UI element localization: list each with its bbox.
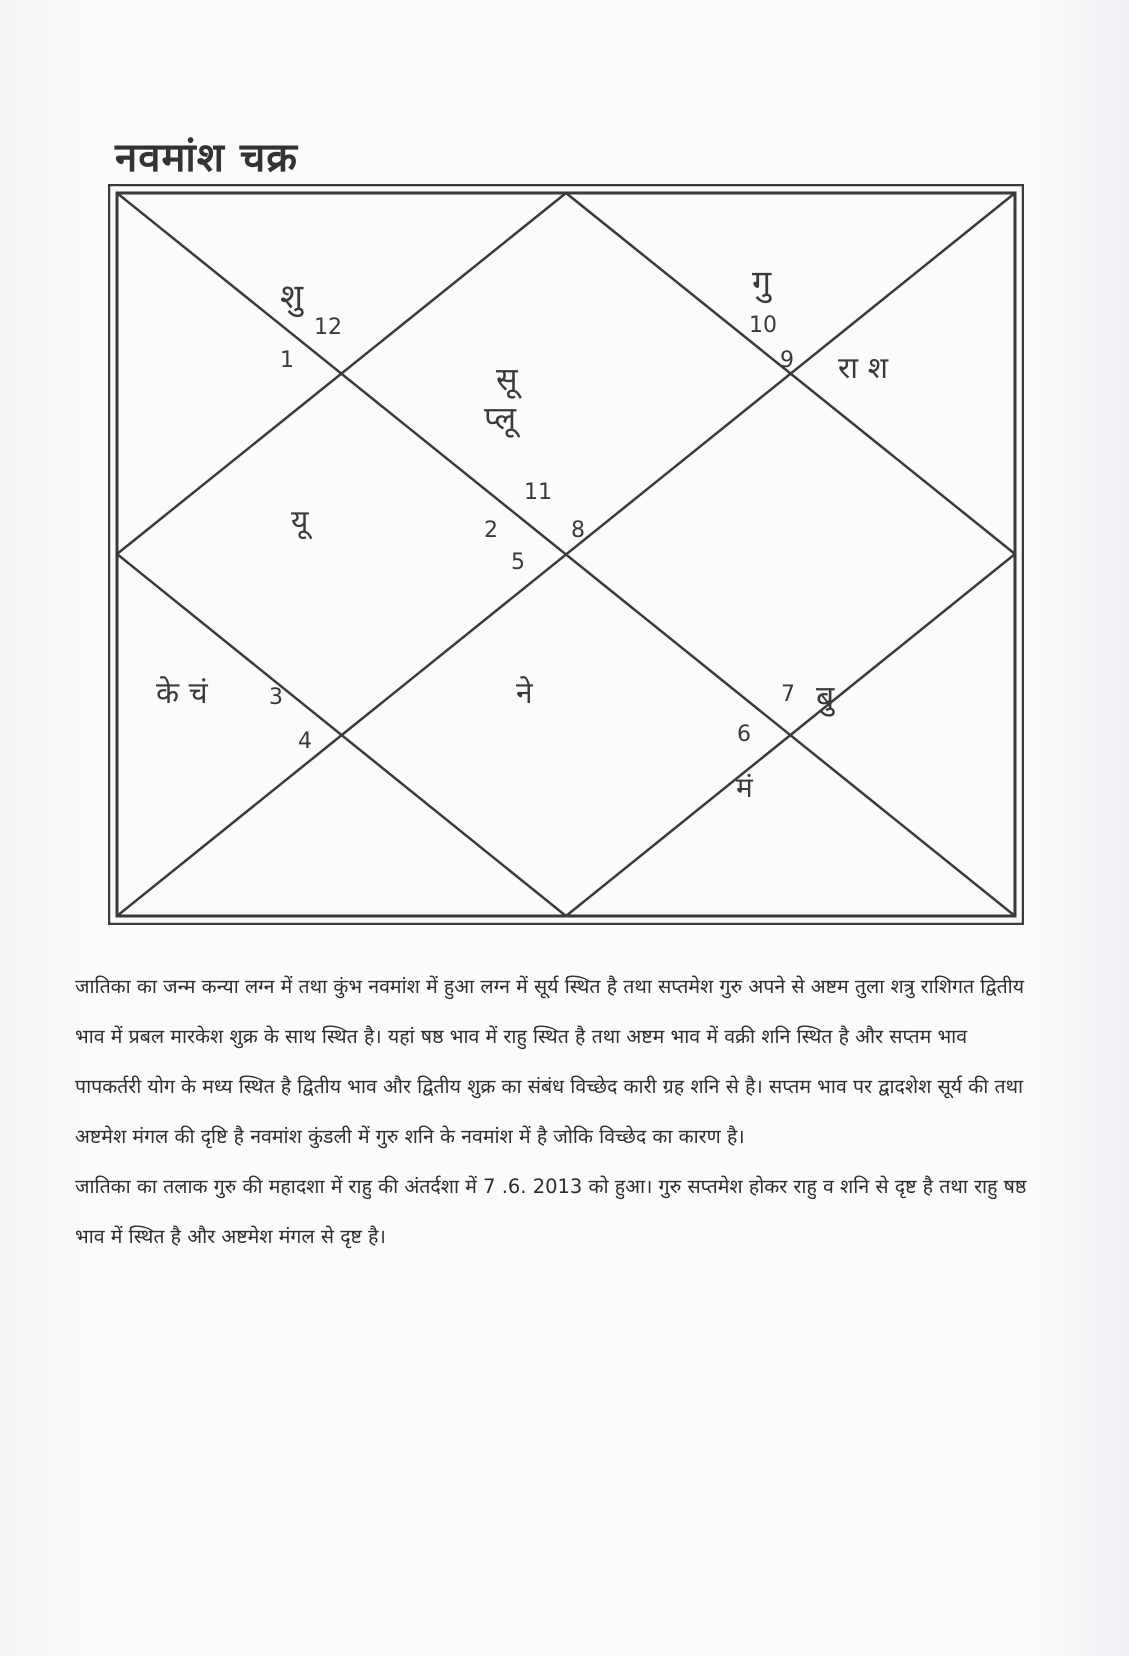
house-2-number: 2 [484, 518, 498, 543]
house-12-number: 12 [314, 315, 342, 340]
house-5-number: 5 [511, 550, 525, 575]
house-9-number: 9 [780, 348, 794, 373]
navamsha-chart [108, 184, 1024, 925]
paragraph: जातिका का जन्म कन्या लग्न में तथा कुंभ नवमांश में हुआ लग्न में सूर्य स्थित है तथा सप्तमेश गुरु अपने से अष्टम तुला शत्रु राशिगत द्वितीय भाव में प्रबल मारकेश शुक्र के साथ स्थित है। यहां षष्ठ भाव में राहु स्थित है तथा अष्टम भाव में वक्री शनि स्थित है और सप्तम भाव पापकर्तरी योग के मध्य स्थित है द्वितीय भाव और द्वितीय शुक्र का संबंध विच्छेद कारी ग्रह शनि से है। सप्तम भाव पर द्वादशेश सूर्य की तथा अष्टमेश मंगल की दृष्टि है नवमांश कुंडली में गुरु शनि के नवमांश में है जोकि विच्छेद का कारण है। [75, 975, 1025, 1148]
house-3-number: 3 [269, 685, 283, 710]
paragraph: जातिका का तलाक गुरु की महादशा में राहु की अंतर्दशा में 7 .6. 2013 को हुआ। गुरु सप्तमेश होकर राहु व शनि से दृष्ट है तथा राहु षष्ठ भाव में स्थित है और अष्टमेश मंगल से दृष्ट है। [75, 1175, 1027, 1248]
house-11-number: 11 [524, 480, 552, 505]
house-7-number: 7 [781, 682, 795, 707]
house-3-planets: के चं [156, 676, 208, 711]
house-5-planets: ने [516, 676, 533, 711]
house-8-number: 8 [571, 518, 585, 543]
house-6-planets: मं [736, 771, 753, 804]
house-1-number: 1 [280, 348, 294, 373]
house-10-planets: गु [752, 263, 772, 303]
house-11-planets-line1: सू [496, 360, 518, 398]
body-text [75, 962, 1035, 1262]
house-11-planets-line2: प्लू [484, 399, 517, 437]
house-6-number: 6 [737, 722, 751, 747]
house-10-number: 10 [749, 313, 777, 338]
house-9-planets: रा श [838, 351, 888, 386]
chart-svg [108, 184, 1024, 925]
page-title: नवमांश चक्र [115, 135, 298, 181]
house-2-planets: यू [291, 504, 309, 539]
house-4-number: 4 [298, 729, 312, 754]
house-7-planets: बु [816, 678, 835, 716]
house-12-planets: शु [280, 277, 304, 317]
